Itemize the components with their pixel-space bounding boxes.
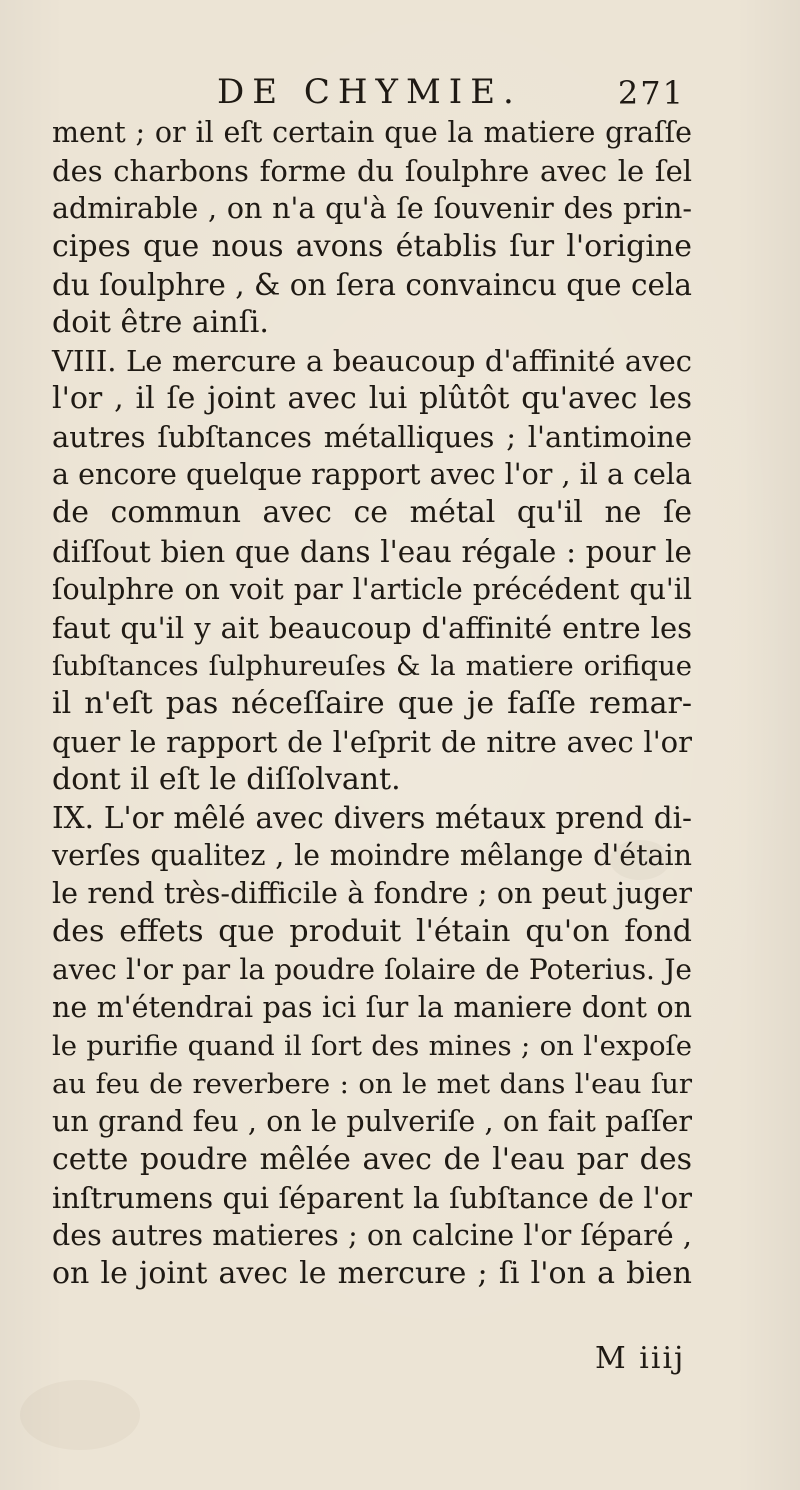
text-line: des autres matieres ; on calcine l'or ſéparé , xyxy=(52,1219,692,1253)
text-line: IX. L'or mêlé avec divers métaux prend di- xyxy=(52,800,692,835)
text-line: VIII. Le mercure a beaucoup d'affinité avec xyxy=(52,344,692,379)
text-line: l'or , il ſe joint avec lui plûtôt qu'avec les xyxy=(52,381,692,417)
text-line: des effets que produit l'étain qu'on fond xyxy=(52,913,692,949)
text-line: du ſoulphre , & on ſera convaincu que cela xyxy=(52,268,692,303)
text-line: il n'eſt pas néceſſaire que je faſſe remar- xyxy=(52,685,692,721)
text-line: un grand feu , on le pulveriſe , on fait paſſer xyxy=(52,1105,692,1139)
text-line: verſes qualitez , le moindre mêlange d'étain xyxy=(52,838,692,872)
text-line: des charbons forme du ſoulphre avec le ſel xyxy=(52,154,692,189)
text-line: admirable , on n'a qu'à ſe ſouvenir des prin- xyxy=(52,192,692,226)
text-line: quer le rapport de l'eſprit de nitre avec l'or xyxy=(52,724,692,759)
text-line: ſoulphre on voit par l'article précédent qu'il xyxy=(52,572,692,606)
text-line: on le joint avec le mercure ; ſi l'on a bien xyxy=(52,1256,692,1292)
text-line: le rend très-difficile à fondre ; on peut juger xyxy=(52,876,692,910)
page-number: 271 xyxy=(617,74,685,112)
text-line: le purifie quand il ſort des mines ; on l'expoſe xyxy=(52,1030,692,1063)
text-line: de commun avec ce métal qu'il ne ſe xyxy=(52,495,692,531)
paper-stain xyxy=(20,1380,140,1450)
text-line: avec l'or par la poudre ſolaire de Poterius. Je xyxy=(52,953,692,987)
text-line: ment ; or il eſt certain que la matiere graſſe xyxy=(52,116,692,149)
text-line: doit être ainſi. xyxy=(52,305,269,341)
text-line: ne m'étendrai pas ici ſur la maniere dont on xyxy=(52,991,692,1025)
running-head xyxy=(205,72,685,112)
text-line: au feu de reverbere : on le met dans l'eau ſur xyxy=(52,1068,692,1101)
text-line: a encore quelque rapport avec l'or , il a cela xyxy=(52,458,692,492)
running-head-title: DE CHYMIE. xyxy=(217,72,522,112)
text-line: faut qu'il y ait beaucoup d'affinité entre les xyxy=(52,610,692,645)
text-line: ſubſtances ſulphureuſes & la matiere orifique xyxy=(52,649,692,682)
text-line: autres ſubſtances métalliques ; l'antimoine xyxy=(52,420,692,455)
body-text xyxy=(52,114,692,1293)
text-line: dont il eſt le diſſolvant. xyxy=(52,761,401,797)
text-line: inſtrumens qui ſéparent la ſubſtance de l'or xyxy=(52,1181,692,1216)
text-line: cipes que nous avons établis ſur l'origine xyxy=(52,229,692,265)
signature-mark: M iiij xyxy=(595,1341,686,1376)
text-line: diſſout bien que dans l'eau régale : pour le xyxy=(52,534,692,569)
text-line: cette poudre mêlée avec de l'eau par des xyxy=(52,1142,692,1178)
